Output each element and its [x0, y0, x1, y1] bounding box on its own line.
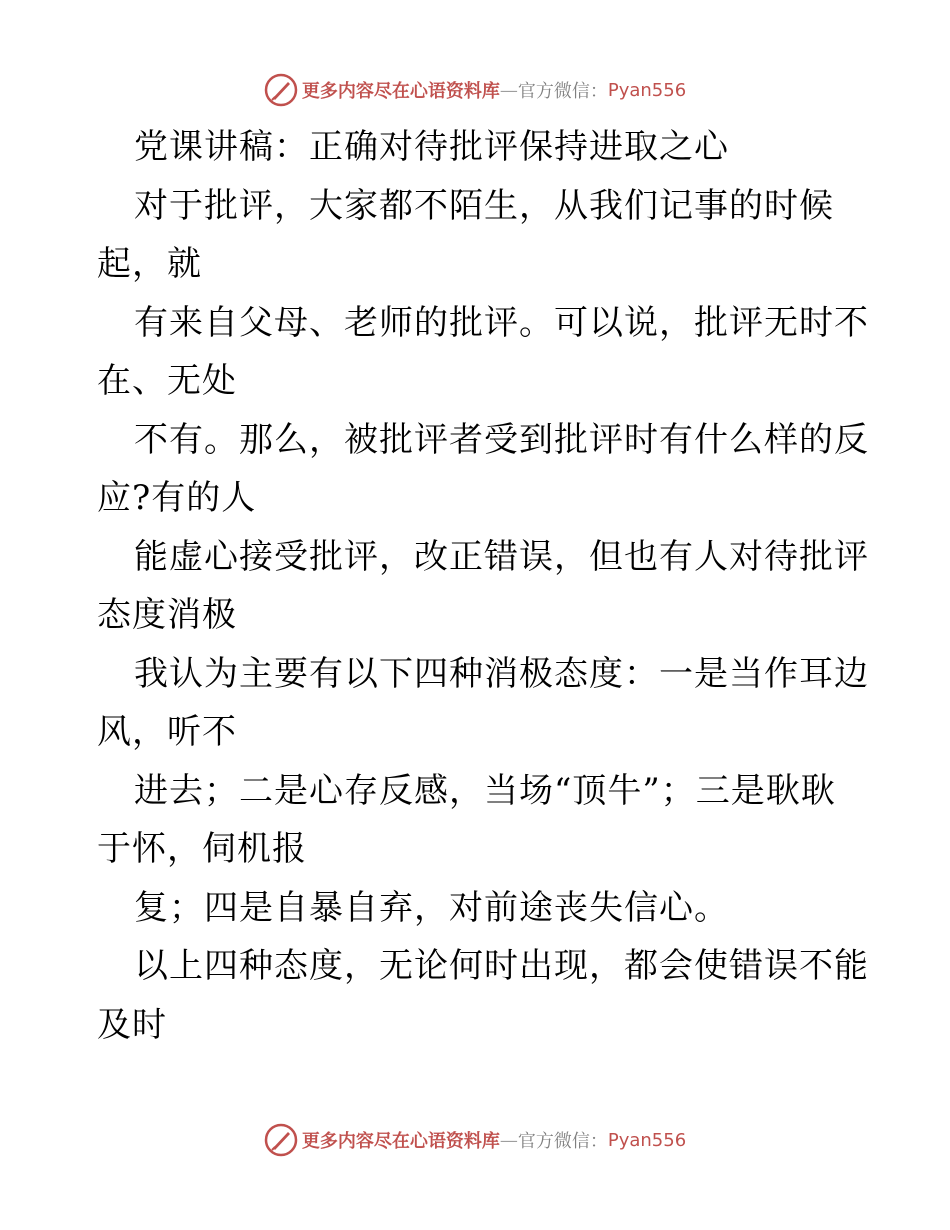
header-watermark [0, 70, 950, 110]
paragraph-line: 我认为主要有以下四种消极态度：一是当作耳边 [134, 653, 869, 694]
watermark-official-label: 官方微信： [517, 1131, 608, 1152]
paragraph-line: 应?有的人 [97, 478, 257, 518]
paragraph-line: 起，就 [97, 244, 202, 284]
paragraph-line: 对于批评，大家都不陌生，从我们记事的时候 [134, 185, 834, 226]
paragraph-line: 态度消极 [97, 595, 237, 635]
quill-logo-icon [264, 1123, 298, 1157]
paragraph-line: 于怀，伺机报 [97, 829, 307, 869]
watermark-wechat-id: Pyan556 [607, 1129, 687, 1151]
quill-logo-icon [264, 73, 298, 107]
watermark-separator: — [499, 79, 518, 101]
watermark-separator: — [499, 1129, 518, 1151]
watermark-wechat-id: Pyan556 [607, 79, 687, 101]
document-body [97, 118, 869, 1054]
paragraph-line: 风，听不 [97, 712, 237, 752]
document-title: 党课讲稿：正确对待批评保持进取之心 [134, 127, 729, 167]
paragraph-line: 复；四是自暴自弃，对前途丧失信心。 [134, 887, 729, 928]
paragraph-line: 以上四种态度，无论何时出现，都会使错误不能 [134, 946, 869, 986]
paragraph-line: 在、无处 [97, 361, 237, 401]
footer-watermark [0, 1120, 950, 1160]
watermark-official-label: 官方微信： [517, 81, 608, 102]
paragraph-line: 能虚心接受批评，改正错误，但也有人对待批评 [134, 536, 869, 577]
watermark-brand: 更多内容尽在心语资料库 [301, 81, 500, 102]
paragraph-line: 有来自父母、老师的批评。可以说，批评无时不 [134, 302, 869, 343]
paragraph-line: 进去；二是心存反感，当场“顶牛”；三是耿耿 [134, 770, 836, 811]
paragraph-line: 及时 [97, 1004, 167, 1045]
watermark-brand: 更多内容尽在心语资料库 [301, 1131, 500, 1152]
paragraph-line: 不有。那么，被批评者受到批评时有什么样的反 [134, 419, 869, 460]
